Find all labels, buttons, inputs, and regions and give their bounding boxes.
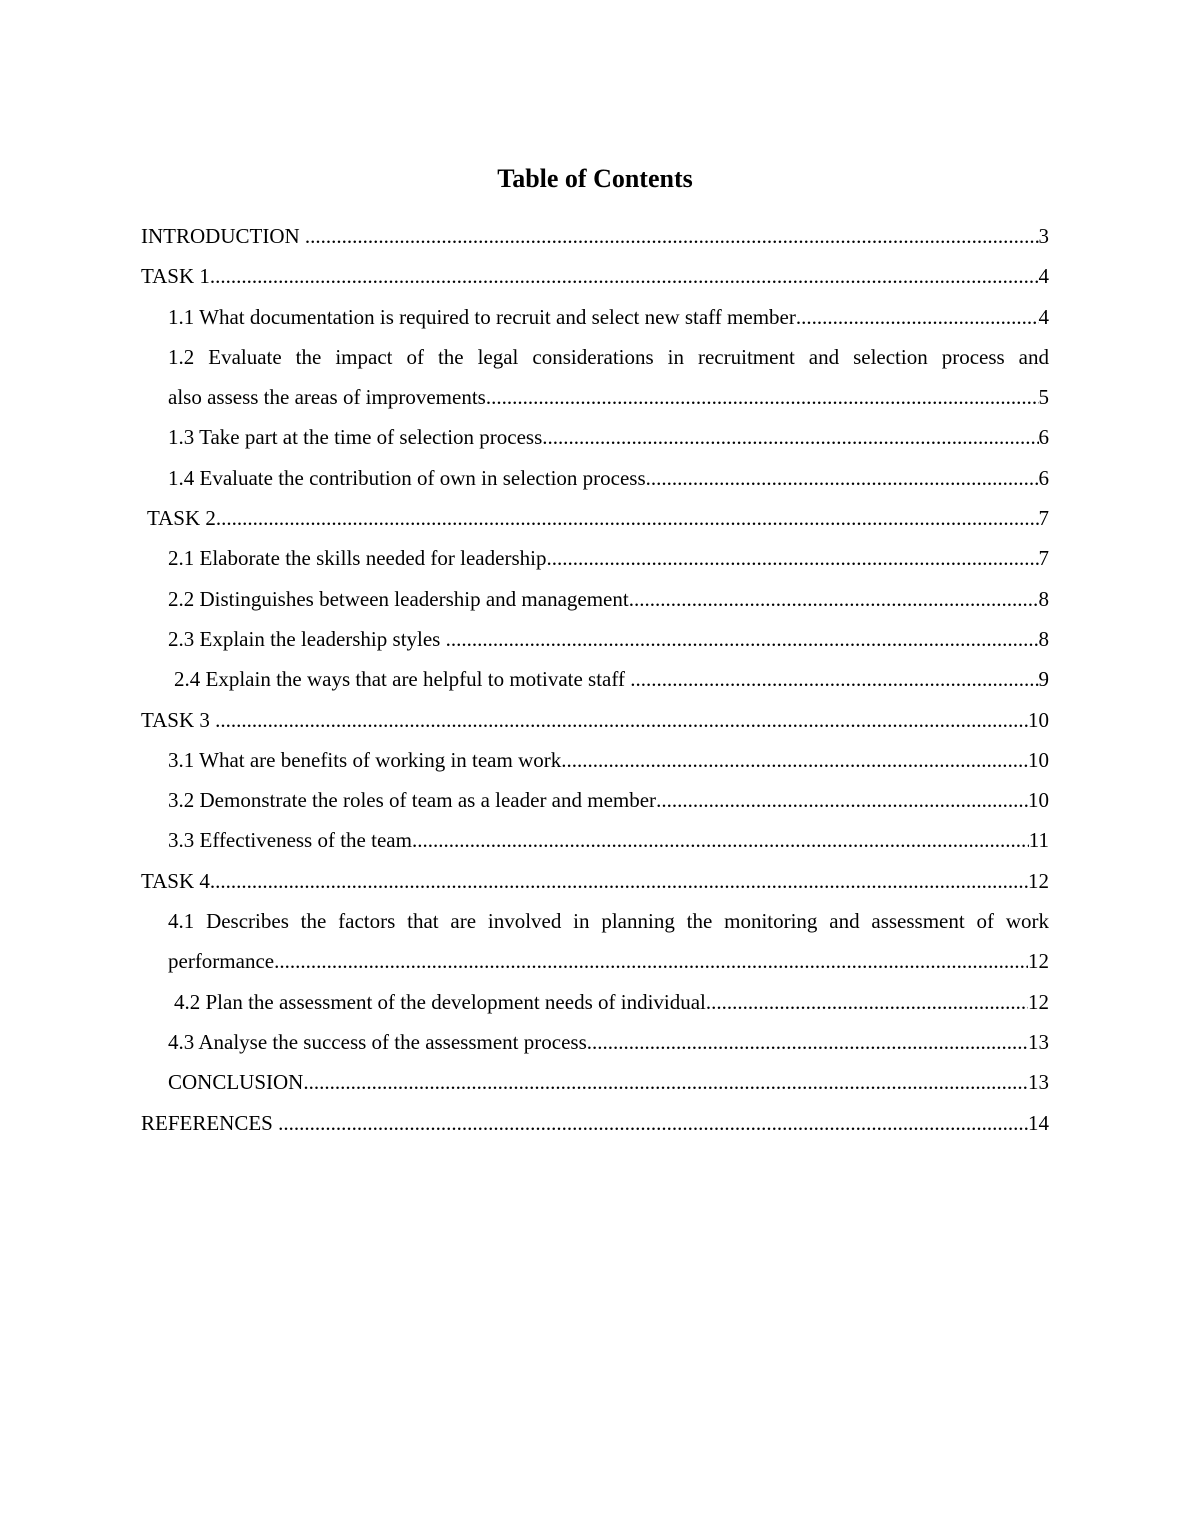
- toc-entry-2-3[interactable]: [141, 619, 1049, 659]
- toc-entry-page: 12: [1028, 868, 1049, 893]
- toc-entry-page: 9: [1038, 667, 1049, 692]
- toc-entry-label: 3.2 Demonstrate the roles of team as a leader and member: [168, 788, 657, 813]
- toc-entry-1-1[interactable]: [141, 297, 1049, 337]
- toc-entry-1-2-line-2[interactable]: [141, 377, 1049, 417]
- toc-entry-page: 10: [1028, 707, 1049, 732]
- toc-entry-page: 4: [1038, 264, 1049, 289]
- toc-entry-page: 6: [1038, 425, 1049, 450]
- toc-entry-label: 2.2 Distinguishes between leadership and management: [168, 586, 629, 611]
- toc-entry-page: 10: [1028, 788, 1049, 813]
- toc-entry-4-3[interactable]: [141, 1022, 1049, 1062]
- toc-entry-page: 13: [1028, 1029, 1049, 1054]
- toc-entry-page: 5: [1038, 385, 1049, 410]
- toc-entry-label: 1.2 Evaluate the impact of the legal considerations in recruitment and selection process and: [168, 344, 1049, 369]
- dot-leader: [542, 417, 1038, 457]
- toc-entry-label: CONCLUSION: [168, 1070, 304, 1095]
- dot-leader: [446, 619, 1039, 659]
- toc-entry-label: 4.3 Analyse the success of the assessment process: [168, 1029, 587, 1054]
- toc-entry-introduction[interactable]: [141, 216, 1049, 256]
- toc-entry-label: 3.3 Effectiveness of the team: [168, 828, 412, 853]
- dot-leader: [706, 982, 1028, 1022]
- toc-entry-label: 1.1 What documentation is required to recruit and select new staff member: [168, 304, 796, 329]
- dot-leader: [546, 538, 1038, 578]
- toc-entry-page: 8: [1038, 586, 1049, 611]
- toc-entry-label: 2.4 Explain the ways that are helpful to motivate staff: [174, 667, 631, 692]
- toc-entry-4-2[interactable]: [141, 982, 1049, 1022]
- toc-entry-label: 1.3 Take part at the time of selection process: [168, 425, 543, 450]
- toc-entry-label: 2.3 Explain the leadership styles: [168, 626, 446, 651]
- toc-entry-task-3[interactable]: [141, 700, 1049, 740]
- toc-entry-page: 14: [1028, 1110, 1049, 1135]
- toc-entry-3-3[interactable]: [141, 820, 1049, 860]
- dot-leader: [303, 1062, 1028, 1102]
- toc-entry-label: 4.1 Describes the factors that are involved in planning the monitoring and assessment of work: [168, 909, 1049, 934]
- dot-leader: [656, 780, 1028, 820]
- toc-entry-label: 2.1 Elaborate the skills needed for leadership: [168, 546, 547, 571]
- dot-leader: [486, 377, 1039, 417]
- toc-entry-label: 4.2 Plan the assessment of the development needs of individual: [174, 989, 706, 1014]
- toc-entry-2-2[interactable]: [141, 579, 1049, 619]
- toc-entry-2-1[interactable]: [141, 538, 1049, 578]
- dot-leader: [587, 1022, 1028, 1062]
- dot-leader: [274, 941, 1028, 981]
- toc-entry-page: 3: [1038, 224, 1049, 248]
- toc-entry-page: 7: [1038, 546, 1049, 571]
- dot-leader: [629, 579, 1039, 619]
- toc-entry-page: 10: [1028, 747, 1049, 772]
- toc-entry-1-3[interactable]: [141, 417, 1049, 457]
- toc-list: [141, 216, 1049, 1143]
- toc-entry-label: also assess the areas of improvements: [168, 385, 486, 410]
- toc-entry-1-4[interactable]: [141, 458, 1049, 498]
- dot-leader: [278, 1103, 1028, 1143]
- dot-leader: [630, 659, 1038, 699]
- toc-entry-3-2[interactable]: [141, 780, 1049, 820]
- toc-entry-page: 11: [1028, 828, 1049, 853]
- toc-entry-conclusion[interactable]: [141, 1062, 1049, 1102]
- toc-entry-label: REFERENCES: [141, 1110, 279, 1135]
- toc-entry-4-1-line-1[interactable]: [141, 901, 1049, 941]
- toc-entry-4-1-line-2[interactable]: [141, 941, 1049, 981]
- toc-entry-page: 4: [1038, 304, 1049, 329]
- dot-leader: [646, 458, 1039, 498]
- dot-leader: [210, 256, 1039, 296]
- toc-entry-task-2[interactable]: [141, 498, 1049, 538]
- dot-leader: [305, 216, 1039, 256]
- toc-entry-label: TASK 1: [141, 264, 210, 289]
- toc-entry-3-1[interactable]: [141, 740, 1049, 780]
- toc-entry-page: 6: [1038, 465, 1049, 490]
- toc-entry-label: INTRODUCTION: [141, 224, 305, 248]
- toc-entry-label: 3.1 What are benefits of working in team work: [168, 747, 562, 772]
- toc-entry-task-4[interactable]: [141, 861, 1049, 901]
- dot-leader: [216, 498, 1039, 538]
- toc-entry-task-1[interactable]: [141, 256, 1049, 296]
- toc-entry-references[interactable]: [141, 1103, 1049, 1143]
- toc-entry-page: 12: [1028, 989, 1049, 1014]
- toc-entry-2-4[interactable]: [141, 659, 1049, 699]
- toc-entry-page: 7: [1038, 506, 1049, 531]
- dot-leader: [210, 861, 1028, 901]
- toc-entry-page: 13: [1028, 1070, 1049, 1095]
- toc-entry-label: TASK 3: [141, 707, 216, 732]
- dot-leader: [561, 740, 1028, 780]
- toc-title: Table of Contents: [497, 164, 693, 193]
- toc-entry-label: performance: [168, 949, 275, 974]
- toc-entry-label: 1.4 Evaluate the contribution of own in selection process: [168, 465, 646, 490]
- dot-leader: [215, 700, 1028, 740]
- toc-entry-label: TASK 4: [141, 868, 210, 893]
- dot-leader: [412, 820, 1029, 860]
- toc-entry-1-2-line-1[interactable]: [141, 337, 1049, 377]
- toc-entry-page: 12: [1028, 949, 1049, 974]
- dot-leader: [796, 297, 1039, 337]
- toc-entry-label: TASK 2: [147, 506, 216, 531]
- toc-entry-page: 8: [1038, 626, 1049, 651]
